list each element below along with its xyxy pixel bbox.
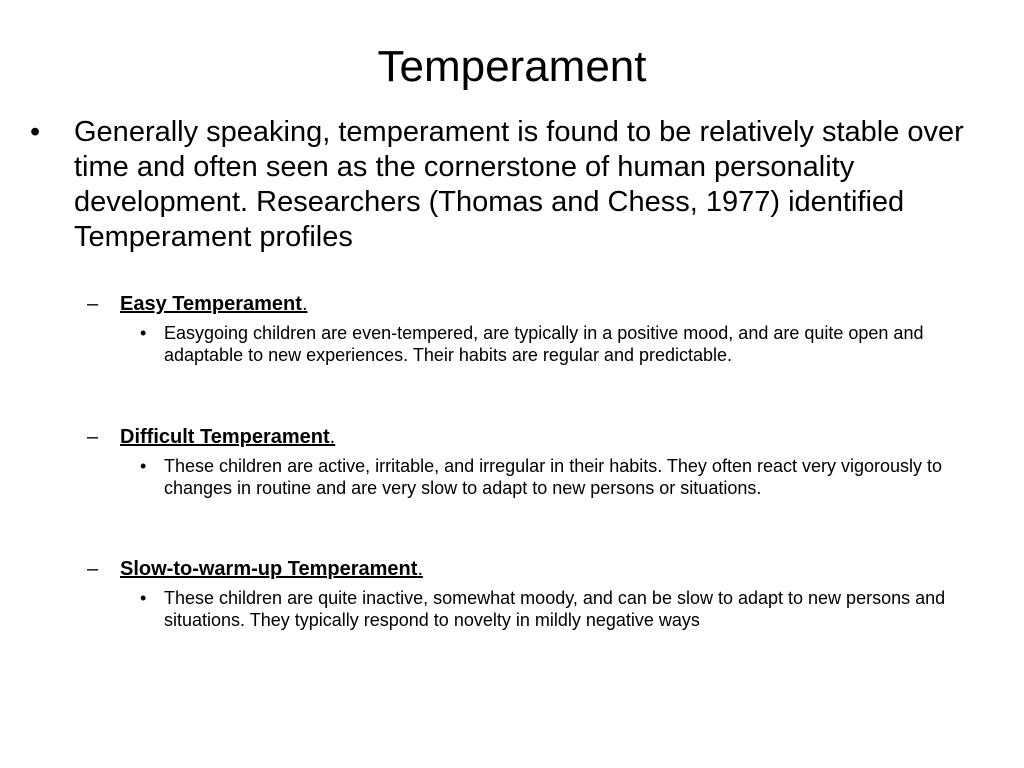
section-description-text: These children are active, irritable, and irregular in their habits. They often react very vigorously to changes in routine and are very slow to adapt to new persons or situations. xyxy=(164,456,943,498)
section-heading-row xyxy=(87,291,987,317)
section-heading-text: Easy Temperament xyxy=(120,293,302,315)
sub-bullet-marker: • xyxy=(140,588,147,608)
bullet-marker: • xyxy=(30,116,41,148)
section-heading-text: Slow-to-warm-up Temperament xyxy=(120,558,418,580)
section-heading-punct: . xyxy=(329,426,336,448)
section-description-text: These children are quite inactive, somewhat moody, and can be slow to adapt to new persons and situations. They typically respond to novelty in mildly negative ways xyxy=(164,588,946,630)
section-difficult-temperament xyxy=(87,424,987,499)
slide-title: Temperament xyxy=(377,42,647,91)
section-heading-punct: . xyxy=(301,293,308,315)
section-heading-row xyxy=(87,556,987,582)
dash-marker: – xyxy=(87,293,99,315)
section-heading xyxy=(120,291,308,317)
main-bullet xyxy=(30,115,970,255)
section-heading-text: Difficult Temperament xyxy=(120,426,330,448)
section-description xyxy=(87,455,982,499)
sub-bullet-marker: • xyxy=(140,323,147,343)
sub-bullet-marker: • xyxy=(140,456,147,476)
dash-marker: – xyxy=(87,558,99,580)
section-description xyxy=(87,322,982,366)
section-slow-to-warm-up-temperament xyxy=(87,556,987,631)
section-heading xyxy=(120,424,335,450)
section-heading-punct: . xyxy=(417,558,423,580)
section-heading-row xyxy=(87,424,987,450)
dash-marker: – xyxy=(87,426,99,448)
section-description xyxy=(87,587,982,631)
section-heading xyxy=(120,556,423,582)
section-description-text: Easygoing children are even-tempered, are typically in a positive mood, and are quite open and adaptable to new experiences. Their habits are regular and predictable. xyxy=(164,323,924,365)
section-easy-temperament xyxy=(87,291,987,366)
main-bullet-text: Generally speaking, temperament is found to be relatively stable over time and often seen as the cornerstone of human personality development. Researchers (Thomas and Chess, 1977) identified Temperament profiles xyxy=(74,116,964,253)
